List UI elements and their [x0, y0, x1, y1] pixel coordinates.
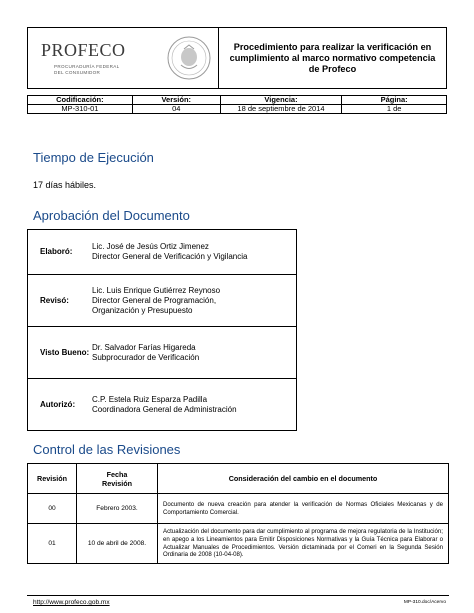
approval-role: Revisó:: [28, 275, 93, 327]
revision-date: 10 de abril de 2008.: [77, 524, 158, 564]
approval-role: Autorizó:: [28, 379, 93, 431]
version-value: 04: [132, 105, 220, 114]
revision-date: Febrero 2003.: [77, 494, 158, 524]
revisions-table: [27, 463, 449, 564]
profeco-logo: PROFECO: [41, 40, 126, 60]
revision-row: [28, 494, 449, 524]
tiempo-heading: Tiempo de Ejecución: [33, 150, 154, 165]
approval-row: [28, 230, 297, 275]
approval-row: [28, 327, 297, 379]
approval-signer: [92, 327, 297, 379]
signer-name: Dr. Salvador Farías Higareda: [92, 342, 196, 352]
document-title: Procedimiento para realizar la verificación en cumplimiento al marco normativo competencia de Profeco: [219, 28, 447, 89]
revision-number: 01: [28, 524, 77, 564]
national-seal-icon: [166, 35, 212, 81]
approval-signer: [92, 230, 297, 275]
signer-title: Subprocurador de Verificación: [92, 352, 200, 362]
version-label: Versión:: [132, 96, 220, 105]
vigencia-label: Vigencia:: [220, 96, 342, 105]
footer-divider: [27, 595, 449, 596]
col-fecha: [77, 464, 158, 494]
revision-row: [28, 524, 449, 564]
revisiones-heading: Control de las Revisiones: [33, 442, 181, 457]
revision-description: Actualización del documento para dar cumplimiento al programa de mejora regulatoria de la Institución; en apego a los Lineamientos para Emitir Disposiciones Normativas y la Guía Técnica para Elaborar o Actualizar Manuales de Procedimientos. Versión dictaminada por el Comeri en la Segunda Sesión Ordinaria de 2008 (10-04-08).: [158, 524, 449, 564]
footer-url-link[interactable]: http://www.profeco.gob.mx: [33, 599, 110, 606]
approval-row: [28, 379, 297, 431]
tiempo-text: 17 días hábiles.: [33, 180, 97, 190]
signer-title: Coordinadora General de Administración: [92, 404, 237, 414]
pagina-value: 1 de: [342, 105, 447, 114]
vigencia-value: 18 de septiembre de 2014: [220, 105, 342, 114]
logo-subtitle-2: DEL CONSUMIDOR: [54, 70, 101, 75]
approval-signer: [92, 379, 297, 431]
revision-description: Documento de nueva creación para atender la verificación de Normas Oficiales Mexicanas y de Comportamiento Comercial.: [158, 494, 449, 524]
approval-row: [28, 275, 297, 327]
col-consideracion: Consideración del cambio en el documento: [158, 464, 449, 494]
col-fecha-line-2: Revisión: [102, 478, 132, 488]
signer-title: Organización y Presupuesto: [92, 305, 193, 315]
codificacion-value: MP-310-01: [28, 105, 133, 114]
logo-subtitle-1: PROCURADURÍA FEDERAL: [54, 64, 120, 69]
approval-role: Elaboró:: [28, 230, 93, 275]
logo-cell: [28, 28, 219, 89]
signer-name: Lic. Luis Enrique Gutiérrez Reynoso: [92, 285, 221, 295]
approval-table: [27, 229, 297, 431]
col-fecha-line-1: Fecha: [106, 469, 128, 479]
document-meta-table: [27, 95, 447, 114]
signer-name: C.P. Estela Ruiz Esparza Padilla: [92, 394, 208, 404]
document-header: [27, 27, 447, 89]
pagina-label: Página:: [342, 96, 447, 105]
col-revision: Revisión: [28, 464, 77, 494]
approval-role: Visto Bueno:: [28, 327, 93, 379]
revision-number: 00: [28, 494, 77, 524]
signer-title: Director General de Verificación y Vigilancia: [92, 252, 248, 261]
aprobacion-heading: Aprobación del Documento: [33, 208, 190, 223]
signer-name: Lic. José de Jesús Ortiz Jimenez: [92, 242, 209, 251]
revisions-header-row: [28, 464, 449, 494]
approval-signer: [92, 275, 297, 327]
footer-doc-name: MP-310.doc/Acervo: [403, 600, 446, 605]
signer-title: Director General de Programación,: [92, 295, 217, 305]
codificacion-label: Codificación:: [28, 96, 133, 105]
